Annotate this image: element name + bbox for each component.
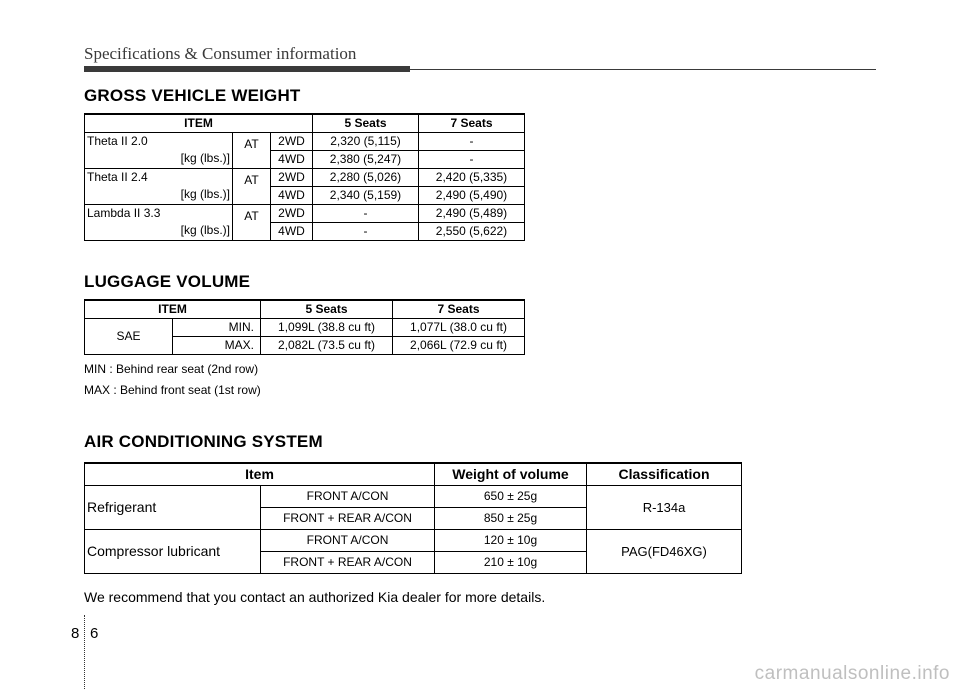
value-7-seats: 2,490 (5,490) <box>419 187 525 205</box>
value-5-seats: 1,099L (38.8 cu ft) <box>261 319 393 337</box>
header-item: Item <box>85 463 435 486</box>
value-7-seats: - <box>419 133 525 151</box>
page-number: 6 <box>90 625 99 642</box>
transmission-cell: AT <box>233 169 271 205</box>
ac-system-table <box>84 462 742 574</box>
table-row <box>85 530 742 552</box>
header-item: ITEM <box>85 114 313 133</box>
header-bar <box>84 66 410 72</box>
drive-cell: 4WD <box>271 223 313 241</box>
weight-cell: 650 ± 25g <box>435 486 587 508</box>
header-7-seats: 7 Seats <box>419 114 525 133</box>
value-7-seats: 1,077L (38.0 cu ft) <box>393 319 525 337</box>
transmission-cell: AT <box>233 205 271 241</box>
table-row <box>85 169 525 187</box>
header-5-seats: 5 Seats <box>313 114 419 133</box>
engine-cell <box>85 133 233 169</box>
luggage-note-max: MAX : Behind front seat (1st row) <box>84 383 261 397</box>
classification-cell: PAG(FD46XG) <box>587 530 742 574</box>
header-classification: Classification <box>587 463 742 486</box>
value-5-seats: - <box>313 205 419 223</box>
header-rule <box>410 69 876 70</box>
item-compressor-lubricant: Compressor lubricant <box>85 530 261 574</box>
weight-cell: 850 ± 25g <box>435 508 587 530</box>
value-5-seats: 2,340 (5,159) <box>313 187 419 205</box>
value-7-seats: 2,490 (5,489) <box>419 205 525 223</box>
luggage-volume-title: LUGGAGE VOLUME <box>84 272 251 291</box>
luggage-volume-table <box>84 299 525 355</box>
value-5-seats: 2,380 (5,247) <box>313 151 419 169</box>
item-refrigerant: Refrigerant <box>85 486 261 530</box>
value-7-seats: - <box>419 151 525 169</box>
engine-cell <box>85 169 233 205</box>
engine-cell <box>85 205 233 241</box>
ac-system-title: AIR CONDITIONING SYSTEM <box>84 432 323 451</box>
transmission-cell: AT <box>233 133 271 169</box>
value-5-seats: 2,320 (5,115) <box>313 133 419 151</box>
config-cell: FRONT + REAR A/CON <box>261 508 435 530</box>
table-row <box>85 486 742 508</box>
table-row <box>85 319 525 337</box>
value-7-seats: 2,066L (72.9 cu ft) <box>393 337 525 355</box>
drive-cell: 2WD <box>271 169 313 187</box>
watermark: carmanualsonline.info <box>754 663 950 684</box>
config-cell: FRONT + REAR A/CON <box>261 552 435 574</box>
table-row <box>85 205 525 223</box>
weight-cell: 120 ± 10g <box>435 530 587 552</box>
gross-weight-title: GROSS VEHICLE WEIGHT <box>84 86 301 105</box>
value-5-seats: - <box>313 223 419 241</box>
value-7-seats: 2,550 (5,622) <box>419 223 525 241</box>
page-header-title: Specifications & Consumer information <box>84 44 357 63</box>
page-divider <box>84 615 86 689</box>
config-cell: FRONT A/CON <box>261 530 435 552</box>
header-weight: Weight of volume <box>435 463 587 486</box>
standard-cell: SAE <box>85 319 173 355</box>
header-7-seats: 7 Seats <box>393 300 525 319</box>
engine-name: Theta II 2.0 <box>87 134 148 148</box>
drive-cell: 4WD <box>271 187 313 205</box>
drive-cell: 4WD <box>271 151 313 169</box>
engine-name: Theta II 2.4 <box>87 170 148 184</box>
table-header-row <box>85 463 742 486</box>
weight-cell: 210 ± 10g <box>435 552 587 574</box>
drive-cell: 2WD <box>271 133 313 151</box>
dealer-recommendation: We recommend that you contact an authorized Kia dealer for more details. <box>84 589 546 605</box>
value-5-seats: 2,280 (5,026) <box>313 169 419 187</box>
page-section-number: 8 <box>71 625 80 642</box>
table-header-row <box>85 300 525 319</box>
header-5-seats: 5 Seats <box>261 300 393 319</box>
classification-cell: R-134a <box>587 486 742 530</box>
drive-cell: 2WD <box>271 205 313 223</box>
volume-type: MIN. <box>173 319 261 337</box>
gross-weight-table <box>84 113 525 241</box>
table-header-row <box>85 114 525 133</box>
value-5-seats: 2,082L (73.5 cu ft) <box>261 337 393 355</box>
engine-name: Lambda II 3.3 <box>87 206 161 220</box>
header-item: ITEM <box>85 300 261 319</box>
unit-label: [kg (lbs.)] <box>180 223 230 237</box>
value-7-seats: 2,420 (5,335) <box>419 169 525 187</box>
table-row <box>85 133 525 151</box>
unit-label: [kg (lbs.)] <box>180 187 230 201</box>
volume-type: MAX. <box>173 337 261 355</box>
unit-label: [kg (lbs.)] <box>180 151 230 165</box>
luggage-note-min: MIN : Behind rear seat (2nd row) <box>84 362 259 376</box>
config-cell: FRONT A/CON <box>261 486 435 508</box>
